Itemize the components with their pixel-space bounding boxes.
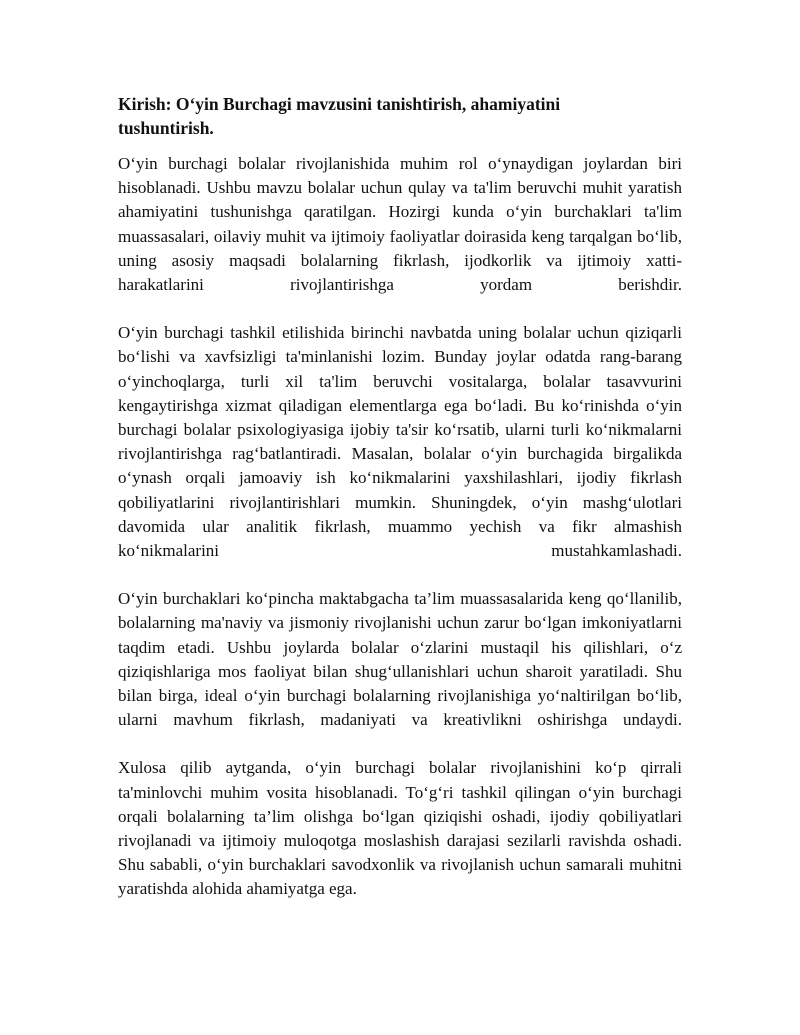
- document-heading: Kirish: O‘yin Burchagi mavzusini tanishtirish, ahamiyatini tushuntirish.: [118, 94, 561, 138]
- paragraph-1: O‘yin burchagi bolalar rivojlanishida muhim rol o‘ynaydigan joylardan biri hisoblanadi. Ushbu mavzu bolalar uchun qulay va ta'lim beruvchi muhit yaratish ahamiyatini tushunishga qaratilgan. Hozirgi kunda o‘yin burchaklari ta'lim muassasalari, oilaviy muhit va ijtimoiy faoliyatlar doirasida keng tarqalgan bo‘lib, uning asosiy maqsadi bolalarning fikrlash, ijodkorlik va ijtimoiy xatti-harakatlarini rivojlantirishga yordam berishdir.: [118, 154, 682, 295]
- paragraph-4: Xulosa qilib aytganda, o‘yin burchagi bolalar rivojlanishini ko‘p qirrali ta'minlovchi muhim vosita hisoblanadi. To‘g‘ri tashkil qilingan o‘yin burchagi orqali bolalarning ta’lim olishga bo‘lgan qiziqishi oshadi, ijodiy qobiliyatlari rivojlanadi va ijtimoiy muloqotga moslashish darajasi sezilarli ravishda oshadi. Shu sababli, o‘yin burchaklari savodxonlik va rivojlanish uchun samarali muhitni yaratishda alohida ahamiyatga ega.: [118, 758, 682, 899]
- paragraph-3: O‘yin burchaklari ko‘pincha maktabgacha ta’lim muassasalarida keng qo‘llanilib, bolalarning ma'naviy va jismoniy rivojlanishi uchun zarur bo‘lgan imkoniyatlarni taqdim etadi. Ushbu joylarda bolalar o‘zlarini mustaqil his qilishlari, o‘z qiziqishlariga mos faoliyat bilan shug‘ullanishlari uchun sharoit yaratiladi. Shu bilan birga, ideal o‘yin burchagi bolalarning rivojlanishiga yo‘naltirilgan bo‘lib, ularni mavhum fikrlash, madaniyati va kreativlikni oshirishga undaydi.: [118, 589, 682, 730]
- paragraph-2: O‘yin burchagi tashkil etilishida birinchi navbatda uning bolalar uchun qiziqarli bo‘lishi va xavfsizligi ta'minlanishi lozim. Bunday joylar odatda rang-barang o‘yinchoqlarga, turli xil ta'lim beruvchi vositalarga, bolalar tasavvurini kengaytirishga xizmat qiladigan elementlarga ega bo‘ladi. Bu ko‘rinishda o‘yin burchagi bolalar psixologiyasiga ijobiy ta'sir ko‘rsatib, ularni turli ko‘nikmalarni rivojlantirishga rag‘batlantiradi. Masalan, bolalar o‘yin burchagida birgalikda o‘ynash orqali jamoaviy ish ko‘nikmalarini yaxshilashlari, ijodiy fikrlash qobiliyatlarini rivojlantirishlari mumkin. Shuningdek, o‘yin mashg‘ulotlari davomida ular analitik fikrlash, muammo yechish va fikr almashish ko‘nikmalarini mustahkamlashadi.: [118, 323, 682, 561]
- document-page: [118, 92, 682, 902]
